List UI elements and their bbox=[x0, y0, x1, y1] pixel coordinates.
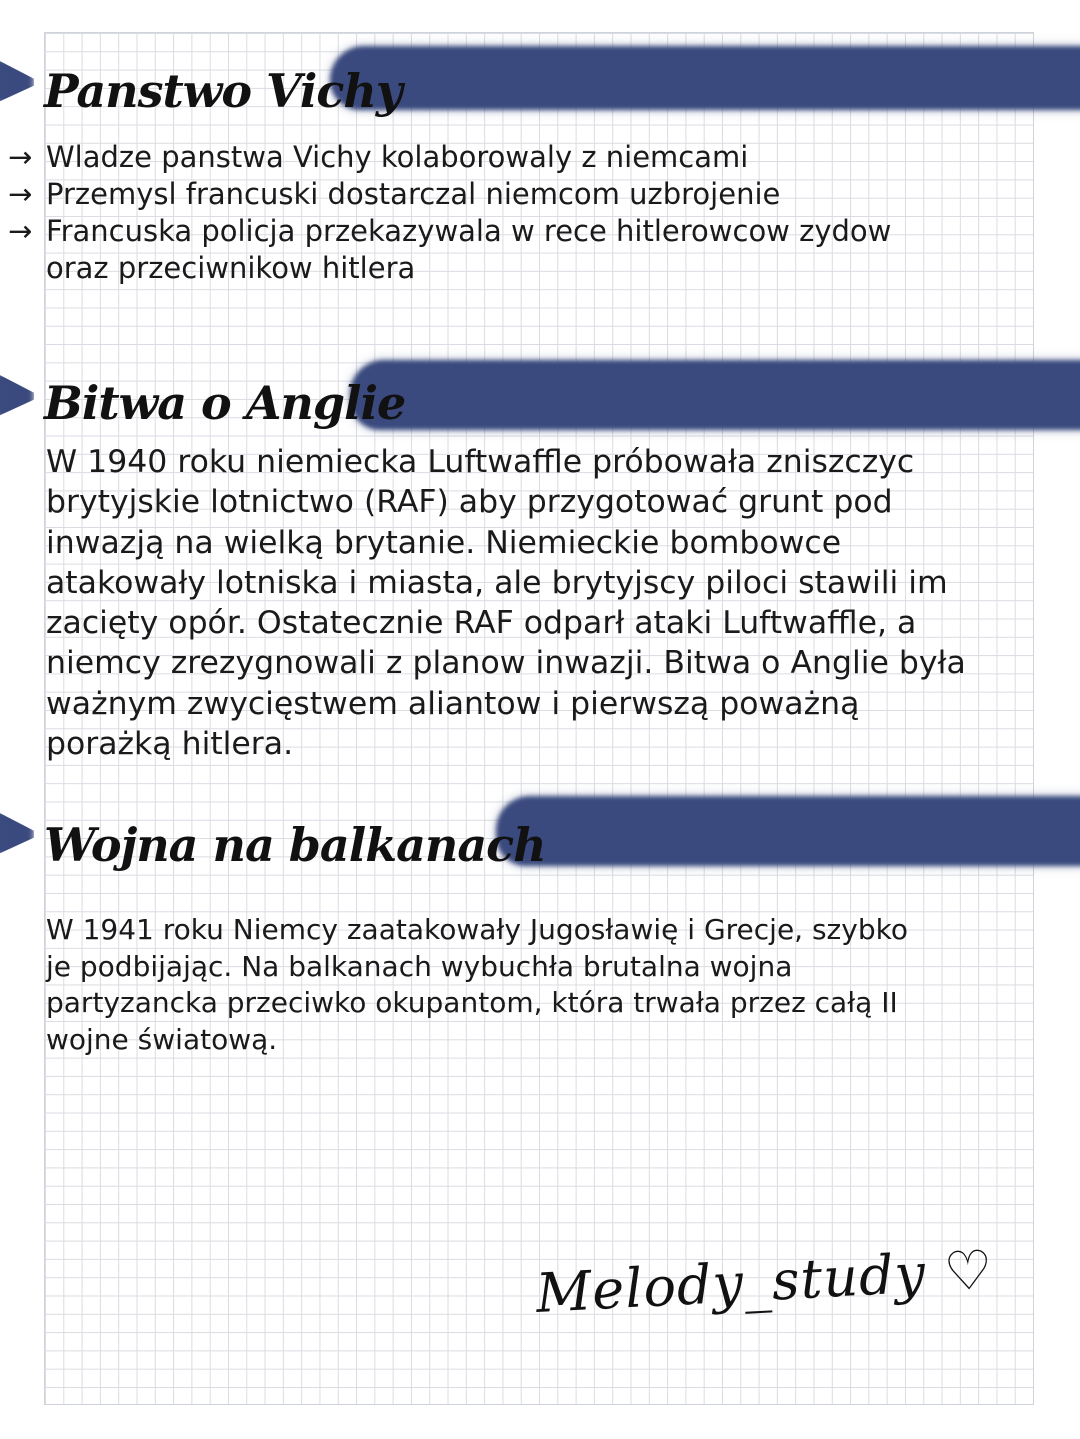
heading-brush-stroke-vichy bbox=[330, 46, 1080, 110]
arrow-icon: → bbox=[8, 140, 33, 174]
balkany-paragraph: W 1941 roku Niemcy zaatakowały Jugosławię i Grecje, szybko je podbijając. Na balkanach wybuchła brutalna wojna partyzancka przeciwko okupantom, która trwała przez całą II wojne światową. bbox=[46, 913, 908, 1056]
section-heading-vichy: Panstwo Vichy bbox=[44, 64, 402, 118]
bullet-text: Francuska policja przekazywala w rece hitlerowcow zydow bbox=[46, 214, 892, 248]
brush-edge-balkany bbox=[0, 810, 34, 856]
heading-brush-stroke-balkany bbox=[496, 796, 1080, 866]
section-heading-balkany: Wojna na balkanach bbox=[44, 818, 546, 872]
section-heading-anglia: Bitwa o Anglie bbox=[44, 376, 406, 430]
brush-edge-vichy bbox=[0, 58, 34, 104]
anglia-paragraph: W 1940 roku niemiecka Luftwaffle próbowała zniszczyc brytyjskie lotnictwo (RAF) aby przygotować grunt pod inwazją na wielką brytanie. Niemieckie bombowce atakowały lotniska i miasta, ale brytyjscy piloci stawili im zacięty opór. Ostatecznie RAF odparł ataki Luftwaffle, a niemcy zrezygnowali z planow inwazji. Bitwa o Anglie była ważnym zwycięstwem aliantow i pierwszą poważną porażką hitlera. bbox=[46, 444, 966, 763]
bullet-text: Przemysl francuski dostarczal niemcom uzbrojenie bbox=[46, 177, 781, 211]
brush-edge-anglia bbox=[0, 372, 34, 418]
list-item bbox=[8, 176, 891, 213]
vichy-bullet-list bbox=[8, 139, 891, 287]
list-item bbox=[8, 213, 891, 287]
bullet-continuation: oraz przeciwnikow hitlera bbox=[46, 251, 416, 285]
bullet-text: Wladze panstwa Vichy kolaborowaly z niemcami bbox=[46, 140, 749, 174]
list-item bbox=[8, 139, 891, 176]
heading-brush-stroke-anglia bbox=[350, 360, 1080, 430]
arrow-icon: → bbox=[8, 214, 33, 248]
arrow-icon: → bbox=[8, 177, 33, 211]
author-signature: Melody_study ♡ bbox=[534, 1238, 995, 1325]
